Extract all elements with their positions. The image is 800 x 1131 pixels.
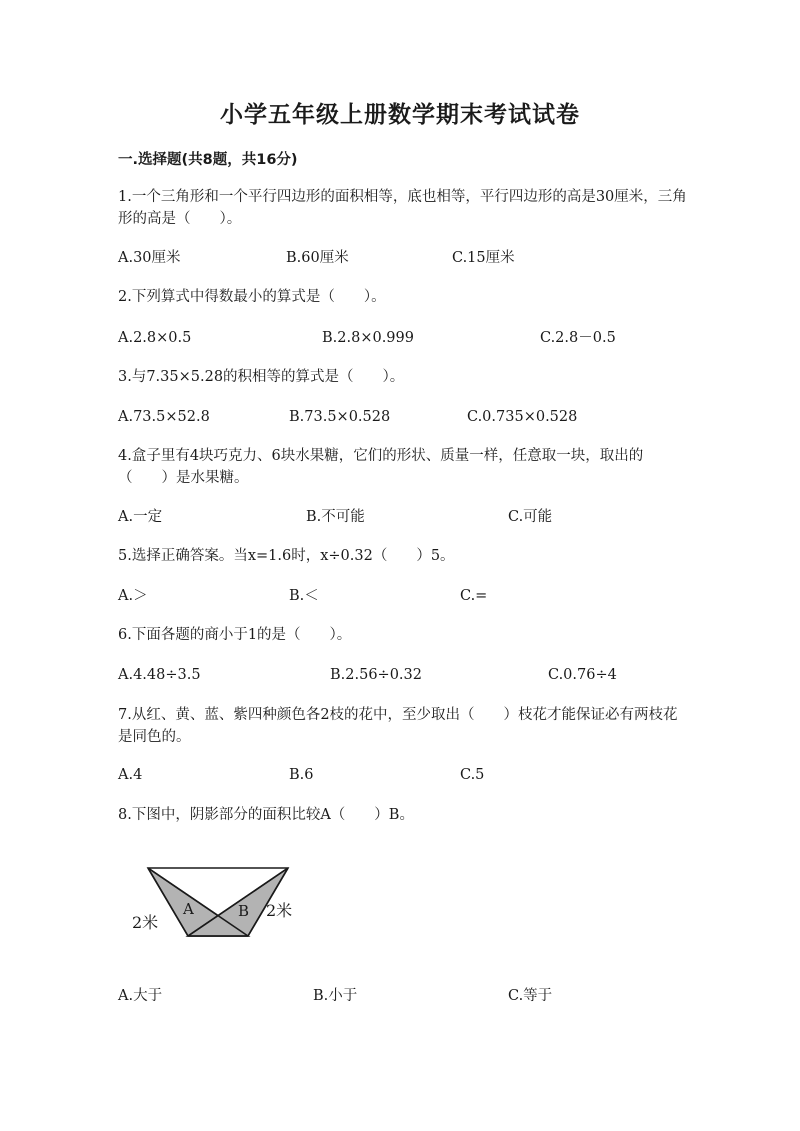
question-1-option-b[interactable]: B.60厘米: [286, 250, 349, 266]
question-6-options: [118, 664, 698, 686]
question-2-option-a[interactable]: A.2.8×0.5: [118, 330, 192, 346]
question-8-option-a[interactable]: A.大于: [118, 988, 163, 1004]
section-heading: 一.选择题(共8题，共16分): [118, 152, 298, 168]
question-8-option-b[interactable]: B.小于: [313, 988, 358, 1004]
question-7-stem: 7.从红、黄、蓝、紫四种颜色各2枝的花中，至少取出（ ）枝花才能保证必有两枝花是同色的。: [118, 707, 678, 745]
question-8-stem: 8.下图中，阴影部分的面积比较A（ ）B。: [118, 807, 414, 823]
question-5-options: [118, 585, 698, 607]
right-measure-label: 2米: [266, 901, 293, 920]
question-3-option-b[interactable]: B.73.5×0.528: [289, 409, 391, 425]
question-6-option-b[interactable]: B.2.56÷0.32: [330, 667, 422, 683]
question-7-options: [118, 764, 698, 786]
question-2-options: [118, 327, 698, 349]
question-1-option-c[interactable]: C.15厘米: [452, 250, 515, 266]
question-2-option-b[interactable]: B.2.8×0.999: [322, 330, 414, 346]
question-7-option-b[interactable]: B.6: [289, 767, 314, 783]
question-3-option-a[interactable]: A.73.5×52.8: [118, 409, 210, 425]
question-4-option-c[interactable]: C.可能: [508, 509, 553, 525]
question-1-options: [118, 247, 698, 269]
trapezoid-diagram: [128, 858, 310, 948]
question-8-options: [118, 985, 698, 1007]
question-4-options: [118, 506, 698, 528]
question-5-option-b[interactable]: B.＜: [289, 588, 319, 604]
question-3-options: [118, 406, 698, 428]
question-5-option-a[interactable]: A.＞: [118, 588, 148, 604]
question-6-stem: 6.下面各题的商小于1的是（ ）。: [118, 627, 352, 643]
question-5-stem: 5.选择正确答案。当x=1.6时，x÷0.32（ ）5。: [118, 548, 455, 564]
question-2-stem: 2.下列算式中得数最小的算式是（ ）。: [118, 289, 386, 305]
question-4-stem: 4.盒子里有4块巧克力、6块水果糖，它们的形状、质量一样，任意取一块，取出的（ ）是水果糖。: [118, 448, 644, 486]
question-6-option-a[interactable]: A.4.48÷3.5: [118, 667, 201, 683]
question-3-stem: 3.与7.35×5.28的积相等的算式是（ ）。: [118, 369, 405, 385]
question-7-option-c[interactable]: C.5: [460, 767, 485, 783]
question-2-option-c[interactable]: C.2.8－0.5: [540, 330, 616, 346]
shaded-area-figure: [128, 858, 310, 948]
question-7-option-a[interactable]: A.4: [118, 767, 143, 783]
label-a: A: [183, 900, 194, 918]
question-1-stem: 1.一个三角形和一个平行四边形的面积相等，底也相等，平行四边形的高是30厘米，三角形的高是（ ）。: [118, 189, 687, 227]
page-title: 小学五年级上册数学期末考试试卷: [220, 102, 580, 128]
question-1-option-a[interactable]: A.30厘米: [118, 250, 181, 266]
question-4-option-a[interactable]: A.一定: [118, 509, 163, 525]
question-3-option-c[interactable]: C.0.735×0.528: [467, 409, 578, 425]
question-6-option-c[interactable]: C.0.76÷4: [548, 667, 617, 683]
question-4-option-b[interactable]: B.不可能: [306, 509, 365, 525]
question-8-option-c[interactable]: C.等于: [508, 988, 553, 1004]
label-b: B: [238, 902, 250, 920]
question-5-option-c[interactable]: C.=: [460, 588, 488, 604]
left-measure-label: 2米: [132, 913, 159, 932]
